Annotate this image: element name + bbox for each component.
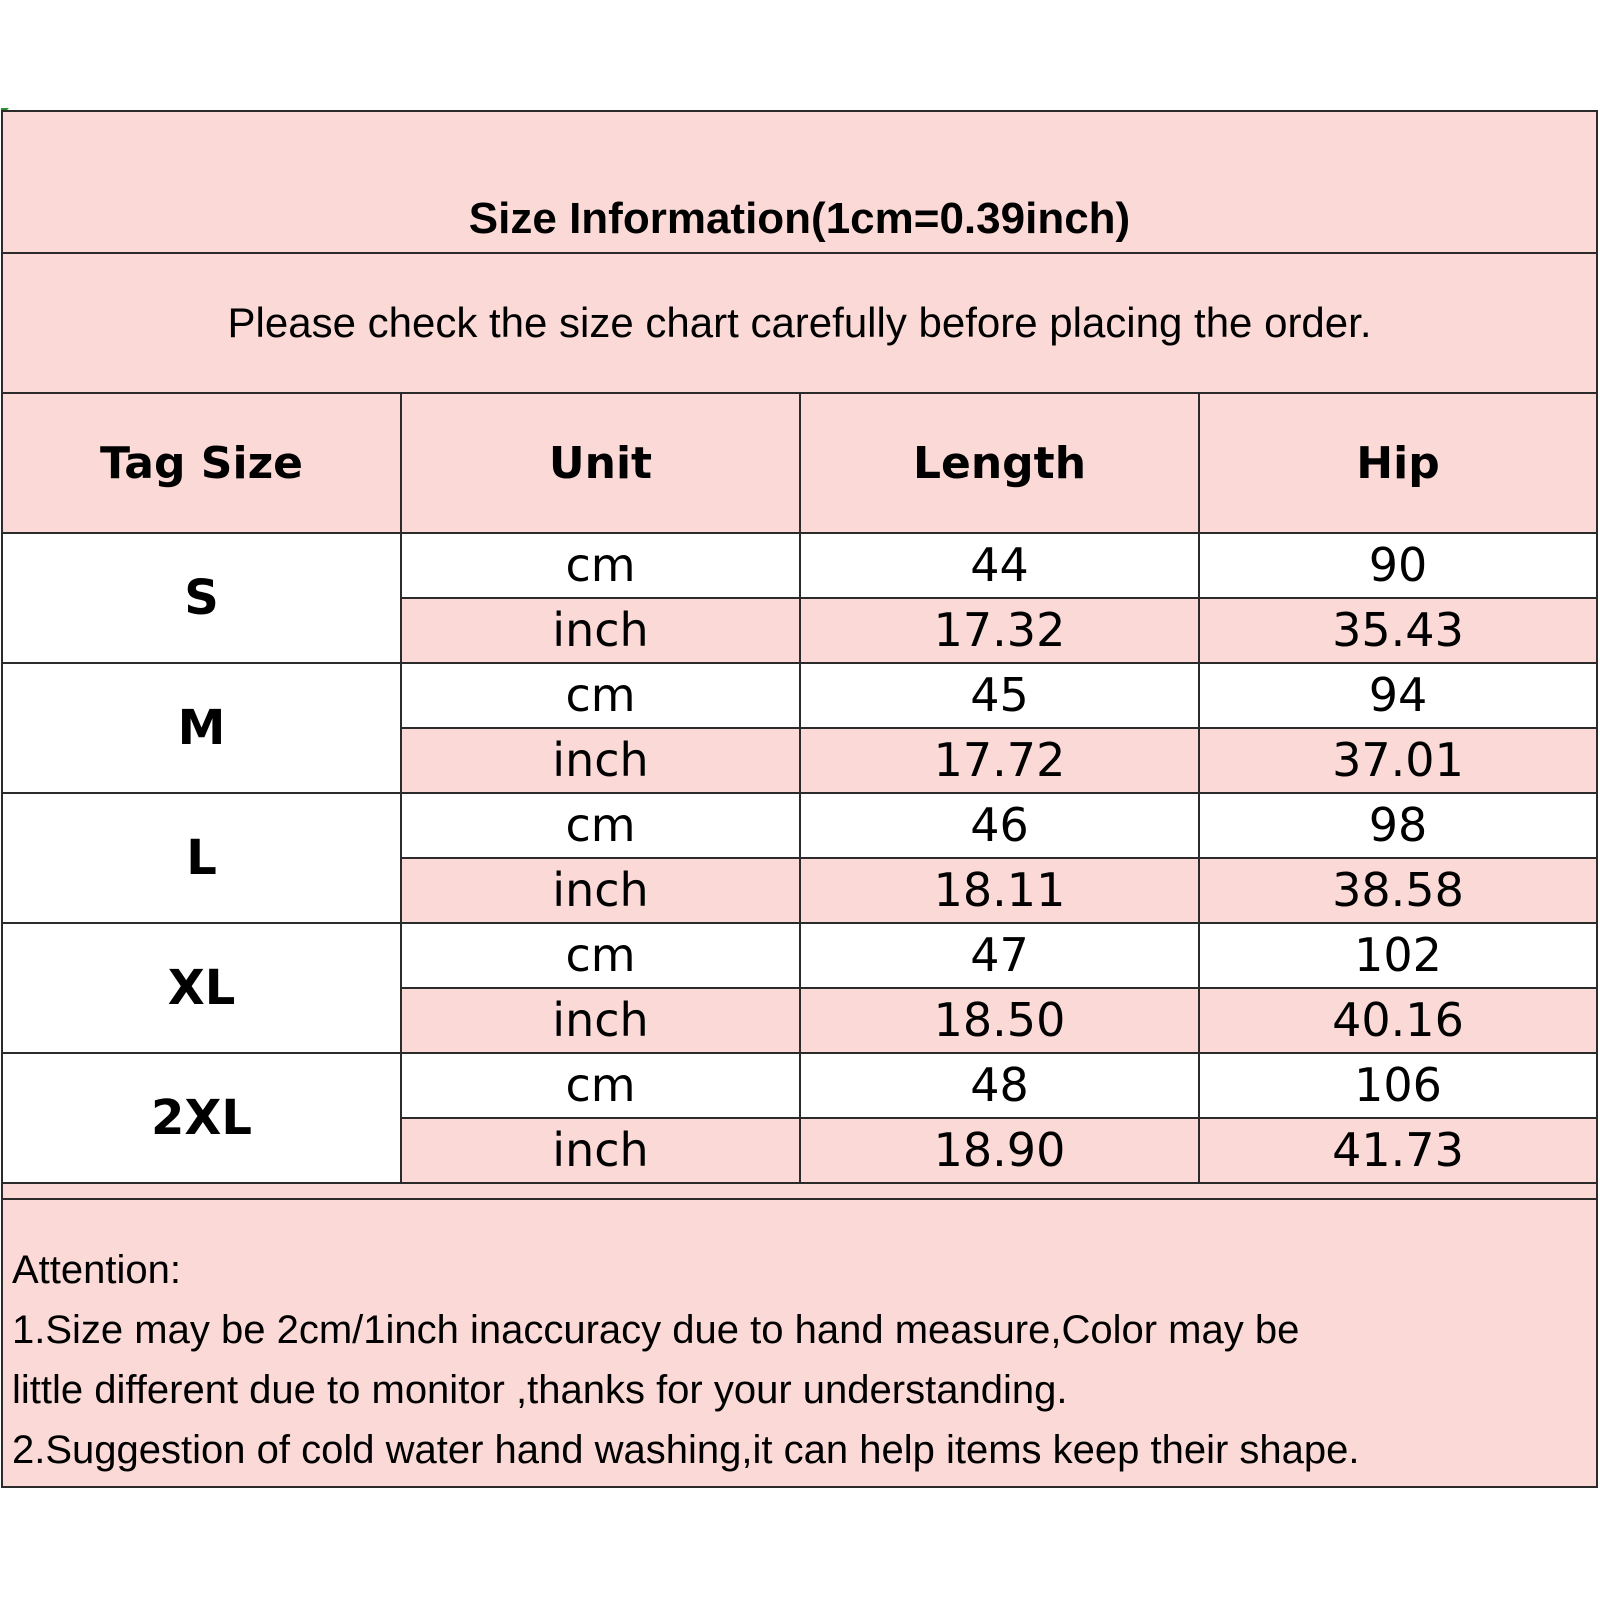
hip-cell: 41.73 — [1199, 1118, 1596, 1183]
length-cell: 48 — [800, 1053, 1199, 1118]
chart-subtitle: Please check the size chart carefully before placing the order. — [3, 254, 1596, 394]
tag-size-cell: L — [3, 793, 401, 923]
note-line: 1.Size may be 2cm/1inch inaccuracy due to hand measure,Color may be — [12, 1308, 1300, 1352]
note-line: 2.Suggestion of cold water hand washing,it can help items keep their shape. — [12, 1428, 1360, 1472]
header-length: Length — [800, 394, 1199, 533]
header-unit: Unit — [401, 394, 800, 533]
length-cell: 47 — [800, 923, 1199, 988]
length-cell: 18.90 — [800, 1118, 1199, 1183]
tag-size-cell: 2XL — [3, 1053, 401, 1183]
hip-cell: 90 — [1199, 533, 1596, 598]
hip-cell: 102 — [1199, 923, 1596, 988]
length-cell: 46 — [800, 793, 1199, 858]
length-cell: 18.11 — [800, 858, 1199, 923]
table-row — [3, 663, 1596, 728]
length-cell: 18.50 — [800, 988, 1199, 1053]
hip-cell: 106 — [1199, 1053, 1596, 1118]
table-row — [3, 533, 1596, 598]
hip-cell: 38.58 — [1199, 858, 1596, 923]
tag-size-cell: XL — [3, 923, 401, 1053]
chart-title: Size Information(1cm=0.39inch) — [468, 194, 1131, 243]
table-row — [3, 923, 1596, 988]
hip-cell: 40.16 — [1199, 988, 1596, 1053]
unit-cell: inch — [401, 728, 800, 793]
size-table — [3, 394, 1596, 1184]
unit-cell: cm — [401, 923, 800, 988]
header-tag-size: Tag Size — [3, 394, 401, 533]
header-hip: Hip — [1199, 394, 1596, 533]
length-cell: 17.32 — [800, 598, 1199, 663]
hip-cell: 98 — [1199, 793, 1596, 858]
unit-cell: inch — [401, 858, 800, 923]
unit-cell: cm — [401, 1053, 800, 1118]
size-chart — [1, 110, 1598, 1488]
unit-cell: inch — [401, 598, 800, 663]
table-row — [3, 1053, 1596, 1118]
unit-cell: cm — [401, 663, 800, 728]
header-row — [3, 394, 1596, 533]
unit-cell: inch — [401, 988, 800, 1053]
hip-cell: 37.01 — [1199, 728, 1596, 793]
hip-cell: 94 — [1199, 663, 1596, 728]
length-cell: 17.72 — [800, 728, 1199, 793]
hip-cell: 35.43 — [1199, 598, 1596, 663]
tag-size-cell: S — [3, 533, 401, 663]
unit-cell: cm — [401, 793, 800, 858]
title-row — [3, 112, 1596, 254]
table-row — [3, 793, 1596, 858]
unit-cell: inch — [401, 1118, 800, 1183]
attention-notes — [3, 1198, 1596, 1486]
length-cell: 45 — [800, 663, 1199, 728]
length-cell: 44 — [800, 533, 1199, 598]
notes-heading: Attention: — [12, 1248, 182, 1292]
tag-size-cell: M — [3, 663, 401, 793]
note-line: little different due to monitor ,thanks for your understanding. — [12, 1368, 1068, 1412]
unit-cell: cm — [401, 533, 800, 598]
